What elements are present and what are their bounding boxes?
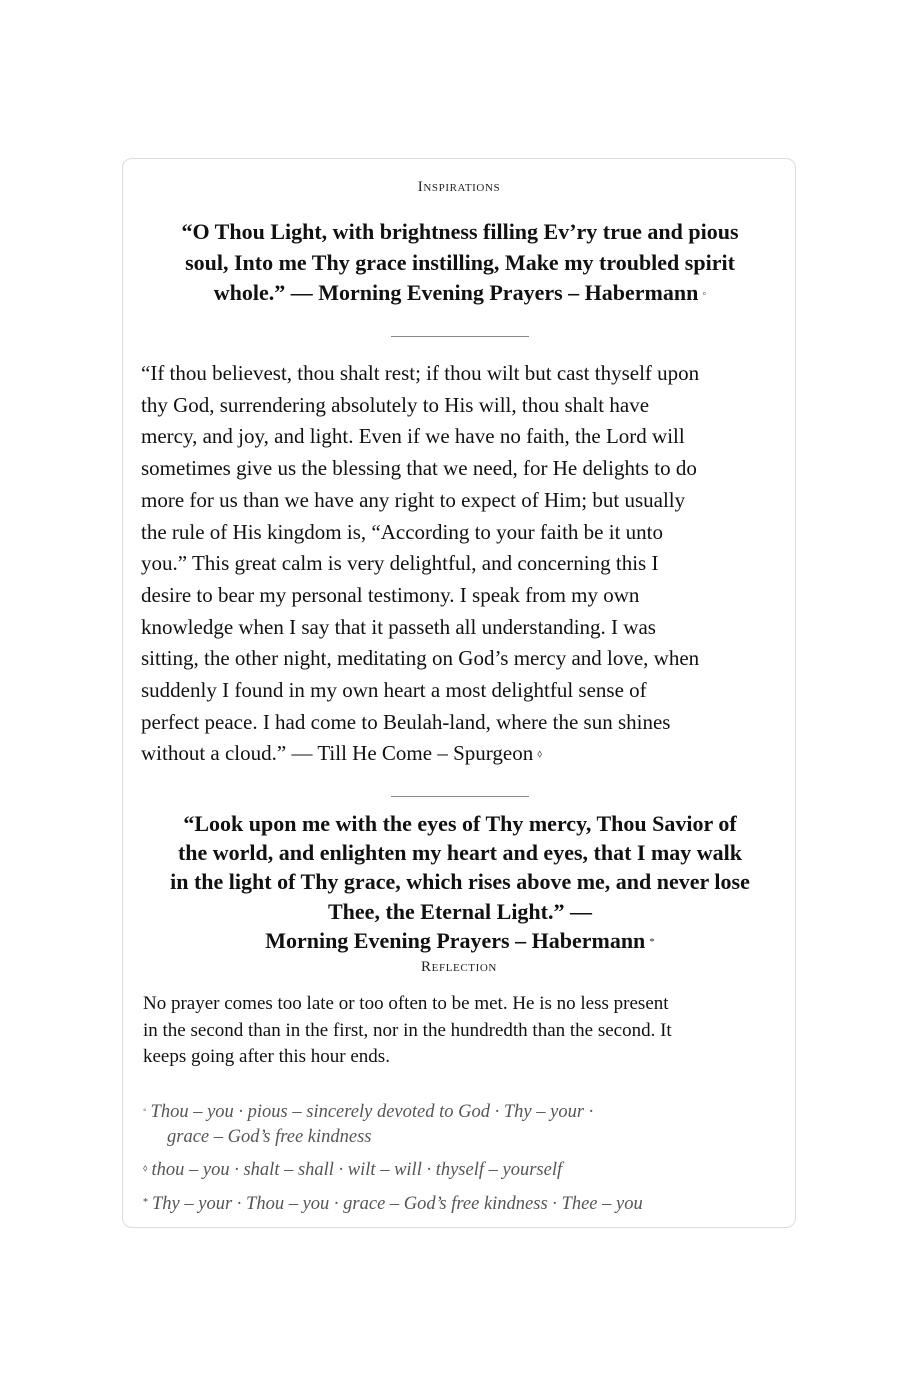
quote-line: mercy, and joy, and light. Even if we have no faith, the Lord will xyxy=(141,424,685,449)
quote-line-text: without a cloud.” — Till He Come – Spurgeon xyxy=(141,741,534,766)
section-label-reflection: Reflection xyxy=(421,959,497,975)
habermann-quote-1 xyxy=(143,217,777,310)
footnote-circle xyxy=(143,1098,777,1150)
quote-line xyxy=(143,278,777,310)
footnote-marker-asterisk: * xyxy=(649,935,655,948)
quote-line: sitting, the other night, meditating on God’s mercy and love, when xyxy=(141,646,700,671)
quote-line: sometimes give us the blessing that we need, for He delights to do xyxy=(141,456,697,481)
quote-line: thy God, surrendering absolutely to His will, thou shalt have xyxy=(141,392,650,417)
footnote-marker-diamond: ⬨ xyxy=(537,748,543,761)
footnote-asterisk xyxy=(143,1190,777,1217)
footnote-text: Thy – your · Thou – you · grace – God’s free kindness · Thee – you xyxy=(152,1194,643,1214)
section-label-inspirations: Inspirations xyxy=(417,179,501,195)
habermann-quote-2 xyxy=(143,809,777,957)
quote-line: the rule of His kingdom is, “According to your faith be it unto xyxy=(141,519,663,544)
devotional-card xyxy=(122,158,796,1228)
quote-line xyxy=(143,926,777,957)
quote-line: Thee, the Eternal Light.” — xyxy=(328,898,592,924)
quote-line: suddenly I found in my own heart a most delightful sense of xyxy=(141,678,647,703)
reflection-text xyxy=(143,991,771,1071)
quote-line: perfect peace. I had come to Beulah-land, where the sun shines xyxy=(141,709,671,734)
quote-line-text: whole.” — Morning Evening Prayers – Habermann xyxy=(213,280,699,305)
quote-line: “O Thou Light, with brightness filling Ev’ry true and pious xyxy=(181,219,739,244)
quote-line: more for us than we have any right to expect of Him; but usually xyxy=(141,487,686,512)
footnote-diamond xyxy=(143,1156,777,1183)
divider xyxy=(391,336,529,337)
footnote-text: Thou – you · pious – sincerely devoted to God · Thy – your · xyxy=(150,1102,594,1122)
footnote-marker-circle: ◦ xyxy=(702,288,707,300)
quote-line xyxy=(141,738,781,771)
divider xyxy=(391,796,529,797)
reflection-line: No prayer comes too late or too often to be met. He is no less present xyxy=(143,993,669,1014)
quote-line: the world, and enlighten my heart and eyes, that I may walk xyxy=(177,840,743,866)
reflection-line: in the second than in the first, nor in the hundredth than the second. It xyxy=(143,1019,672,1041)
reflection-line: keeps going after this hour ends. xyxy=(143,1046,390,1067)
quote-line: soul, Into me Thy grace instilling, Make my troubled spirit xyxy=(185,249,735,275)
quote-line: you.” This great calm is very delightful, and concerning this I xyxy=(141,551,659,576)
quote-line: knowledge when I say that it passeth all understanding. I was xyxy=(141,614,656,639)
quote-line: “Look upon me with the eyes of Thy mercy, Thou Savior of xyxy=(183,811,737,836)
footnote-text: thou – you · shalt – shall · wilt – will · thyself – yourself xyxy=(151,1160,563,1180)
quote-line: in the light of Thy grace, which rises above me, and never lose xyxy=(170,869,750,895)
quote-line-text: Morning Evening Prayers – Habermann xyxy=(265,927,646,953)
footnote-marker-circle: ◦ xyxy=(143,1105,147,1116)
quote-line: “If thou believest, thou shalt rest; if thou wilt but cast thyself upon xyxy=(141,361,700,385)
footnote-marker-asterisk: * xyxy=(143,1197,148,1208)
footnote-text-continued: grace – God’s free kindness xyxy=(167,1127,372,1147)
footnote-marker-diamond: ⬨ xyxy=(143,1163,148,1174)
quote-line: desire to bear my personal testimony. I speak from my own xyxy=(141,582,640,607)
spurgeon-quote xyxy=(141,358,781,771)
